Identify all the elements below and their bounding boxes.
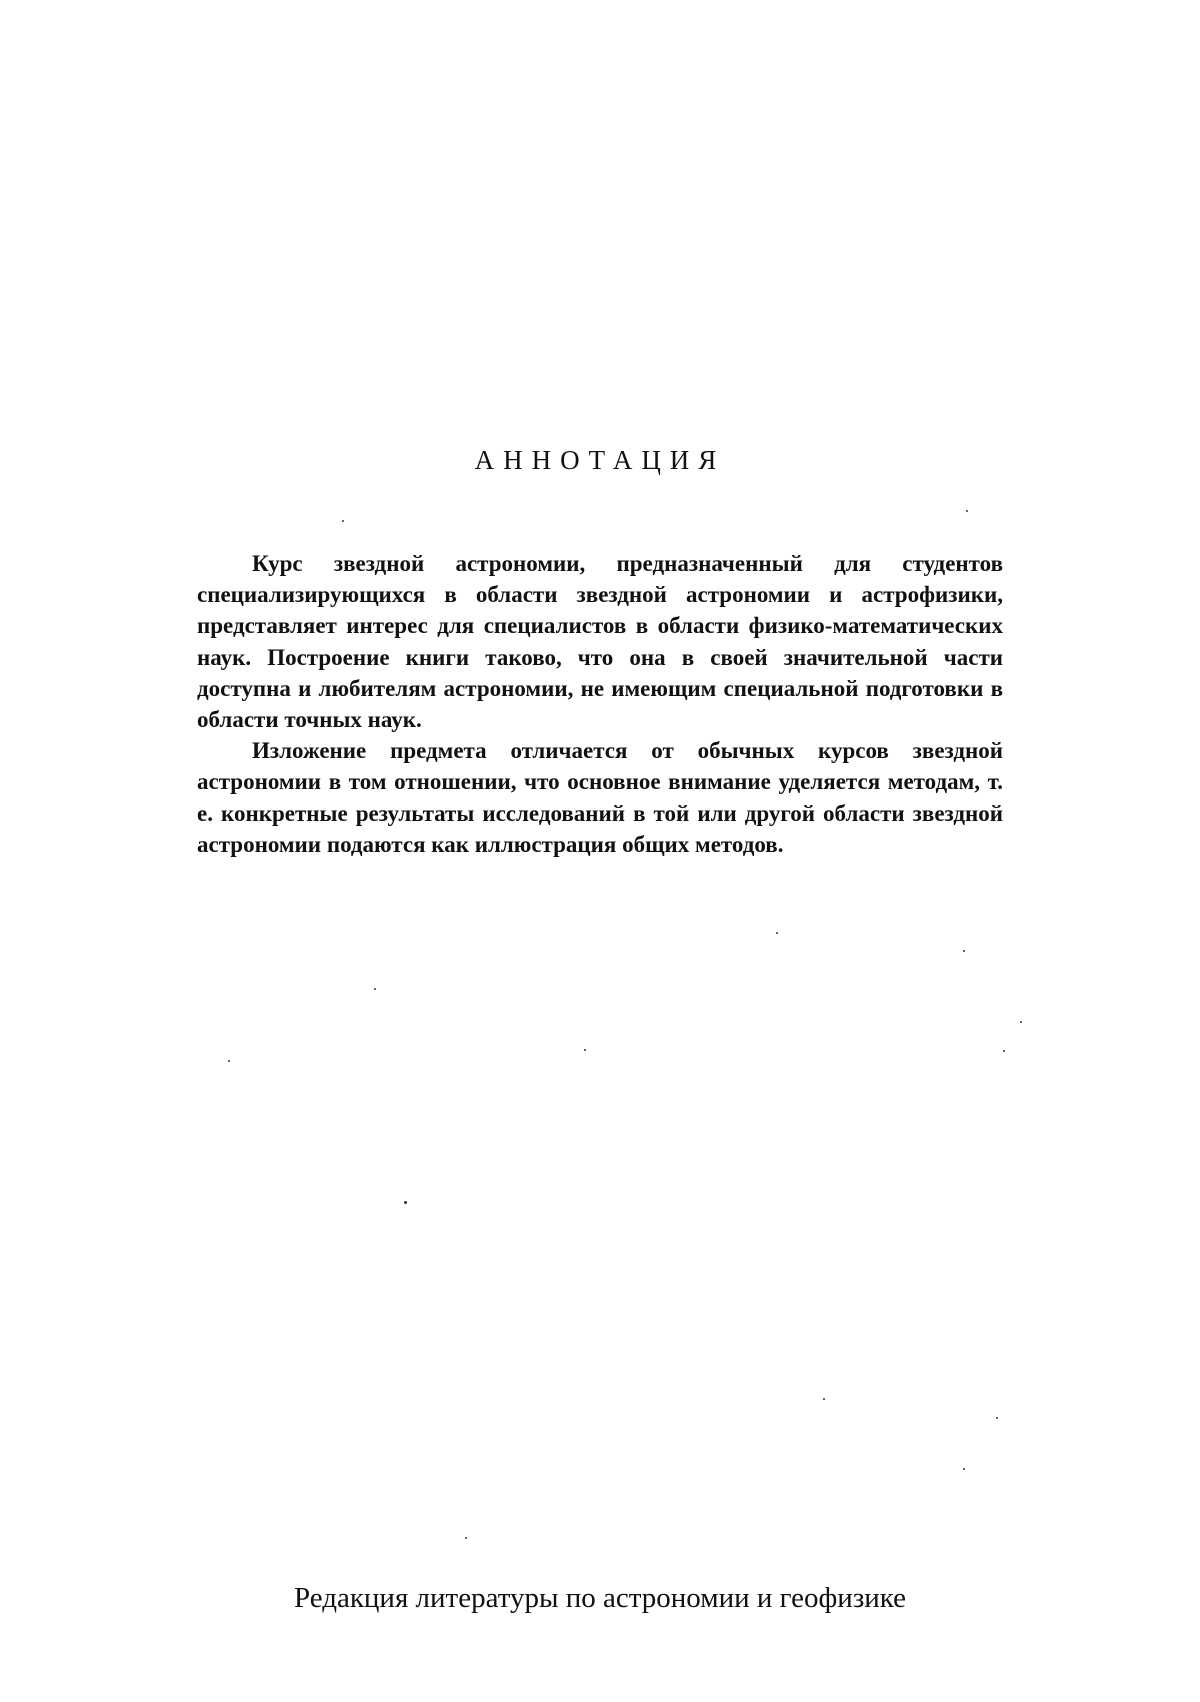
scan-speck	[996, 1417, 998, 1419]
scan-speck	[1020, 1021, 1022, 1023]
publisher-department: Редакция литературы по астрономии и геофизике	[293, 1582, 907, 1614]
scan-speck	[404, 1201, 407, 1204]
scan-speck	[776, 932, 778, 934]
scan-speck	[342, 520, 344, 522]
scan-speck	[465, 1537, 467, 1539]
scan-speck	[963, 950, 965, 952]
annotation-text	[197, 548, 1003, 860]
scan-speck	[584, 1049, 586, 1051]
scan-speck	[1003, 1050, 1005, 1052]
scan-speck	[228, 1060, 230, 1062]
scan-speck	[374, 988, 376, 990]
scan-speck	[966, 510, 968, 512]
page-title: АННОТАЦИЯ	[474, 445, 726, 475]
scan-speck	[823, 1398, 825, 1400]
scan-speck	[963, 1468, 965, 1470]
annotation-paragraph-1: Курс звездной астрономии, предназначенный для студентов специализирующихся в области звездной астрономии и астрофизики, представляет интерес для специалистов в области физико-математических наук. Построение книги таково, что она в своей значительной части доступна и любителям астрономии, не имеющим специальной подготовки в области точных наук.	[197, 551, 1003, 733]
annotation-paragraph-2: Изложение предмета отличается от обычных курсов звездной астрономии в том отношении, что основное внимание уделяется методам, т. е. конкретные результаты исследований в той или другой области звездной астрономии подаются как иллюстрация общих методов.	[197, 738, 1003, 857]
